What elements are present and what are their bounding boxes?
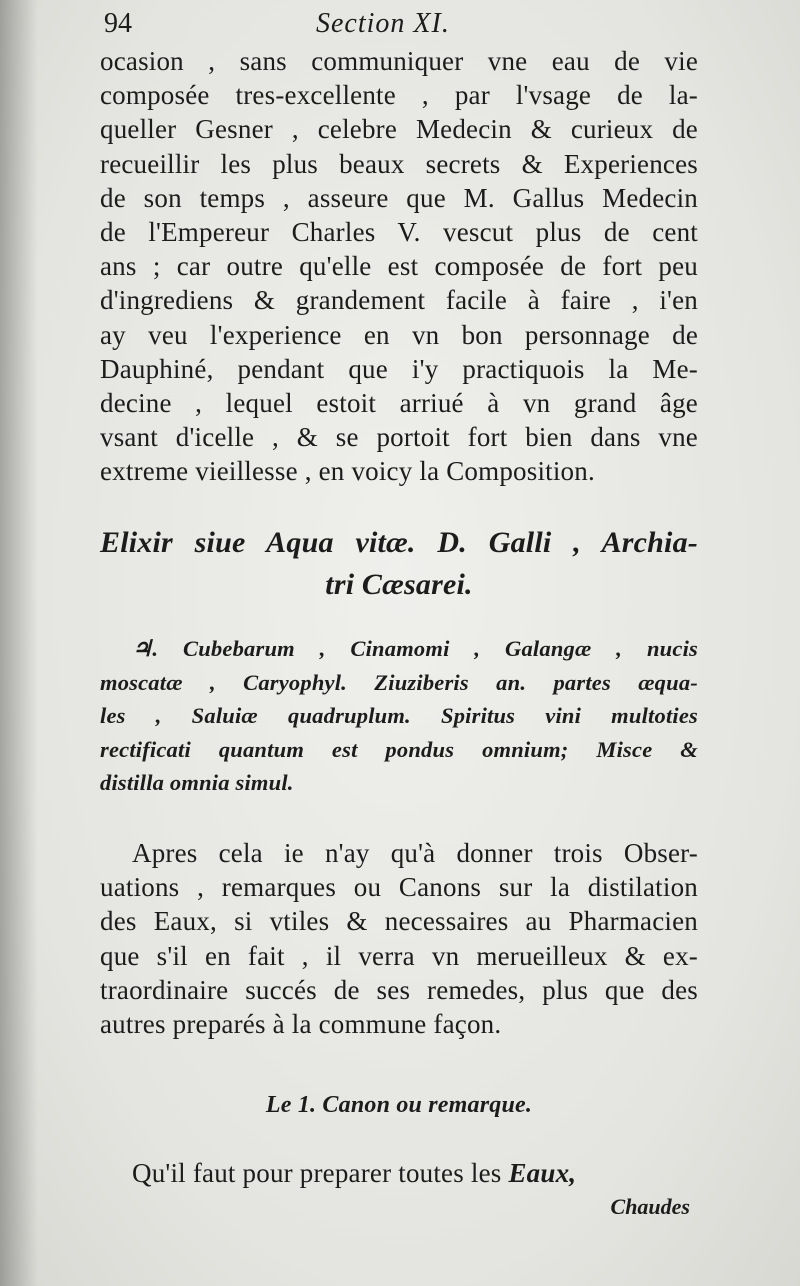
text-line: que s'il en fait , il verra vn merueilleux & ex- — [100, 940, 698, 971]
closing-line-block — [100, 1156, 698, 1190]
recipe-block — [100, 632, 698, 800]
text-line: d'ingrediens & grandement facile à faire , i'en — [100, 285, 698, 316]
recipe-line: distilla omnia simul. — [100, 770, 294, 796]
text-line: traordinaire succés de ses remedes, plus que des — [100, 974, 698, 1005]
binding-shadow — [0, 0, 38, 1286]
text-line: queller Gesner , celebre Medecin & curieux de — [100, 114, 698, 145]
elixir-heading — [100, 522, 698, 606]
text-line: extreme vieillesse , en voicy la Composition. — [100, 456, 595, 487]
recipe-line: rectificati quantum est pondus omnium; Misce & — [100, 736, 698, 762]
text-line: des Eaux, si vtiles & necessaires au Pharmacien — [100, 906, 698, 937]
heading-line: tri Cæsarei. — [325, 568, 473, 601]
recipe-line: moscatæ , Caryophyl. Ziuziberis an. partes æqua- — [100, 669, 698, 695]
recipe-line: les , Saluiæ quadruplum. Spiritus vini multoties — [100, 703, 698, 729]
recipe-line: ♃. Cubebarum , Cinamomi , Galangæ , nucis — [132, 636, 698, 661]
closing-italic: Eaux, — [508, 1158, 577, 1188]
text-line: Apres cela ie n'ay qu'à donner trois Obser- — [132, 838, 698, 868]
text-line: de son temps , asseure que M. Gallus Medecin — [100, 182, 698, 213]
text-line: autres preparés à la commune façon. — [100, 1009, 502, 1040]
text-line: recueillir les plus beaux secrets & Experiences — [100, 148, 698, 179]
text-line: Dauphiné, pendant que i'y practiquois la Me- — [100, 353, 698, 384]
paragraph-2 — [100, 836, 698, 1041]
closing-line — [100, 1156, 698, 1190]
canon-heading — [100, 1088, 698, 1122]
text-line: uations , remarques ou Canons sur la distilation — [100, 872, 698, 903]
text-line: vsant d'icelle , & se portoit fort bien dans vne — [100, 422, 698, 453]
closing-text: Qu'il faut pour preparer toutes les — [132, 1158, 509, 1188]
page-number: 94 — [104, 8, 132, 39]
text-line: ans ; car outre qu'elle est composée de fort peu — [100, 251, 698, 282]
text-line: composée tres-excellente , par l'vsage de la- — [100, 80, 698, 111]
paragraph-1 — [100, 44, 698, 489]
text-line: de l'Empereur Charles V. vescut plus de cent — [100, 217, 698, 248]
heading-line: Elixir siue Aqua vitæ. D. Galli , Archia- — [100, 526, 698, 559]
canon-heading-text: Le 1. Canon ou remarque. — [265, 1092, 533, 1118]
catchword: Chaudes — [610, 1194, 690, 1219]
running-head: Section XI. — [316, 8, 450, 39]
text-line: decine , lequel estoit arriué à vn grand âge — [100, 388, 698, 419]
page-header — [104, 8, 740, 48]
text-line: ay veu l'experience en vn bon personnage de — [100, 319, 698, 350]
text-line: ocasion , sans communiquer vne eau de vie — [100, 46, 698, 76]
